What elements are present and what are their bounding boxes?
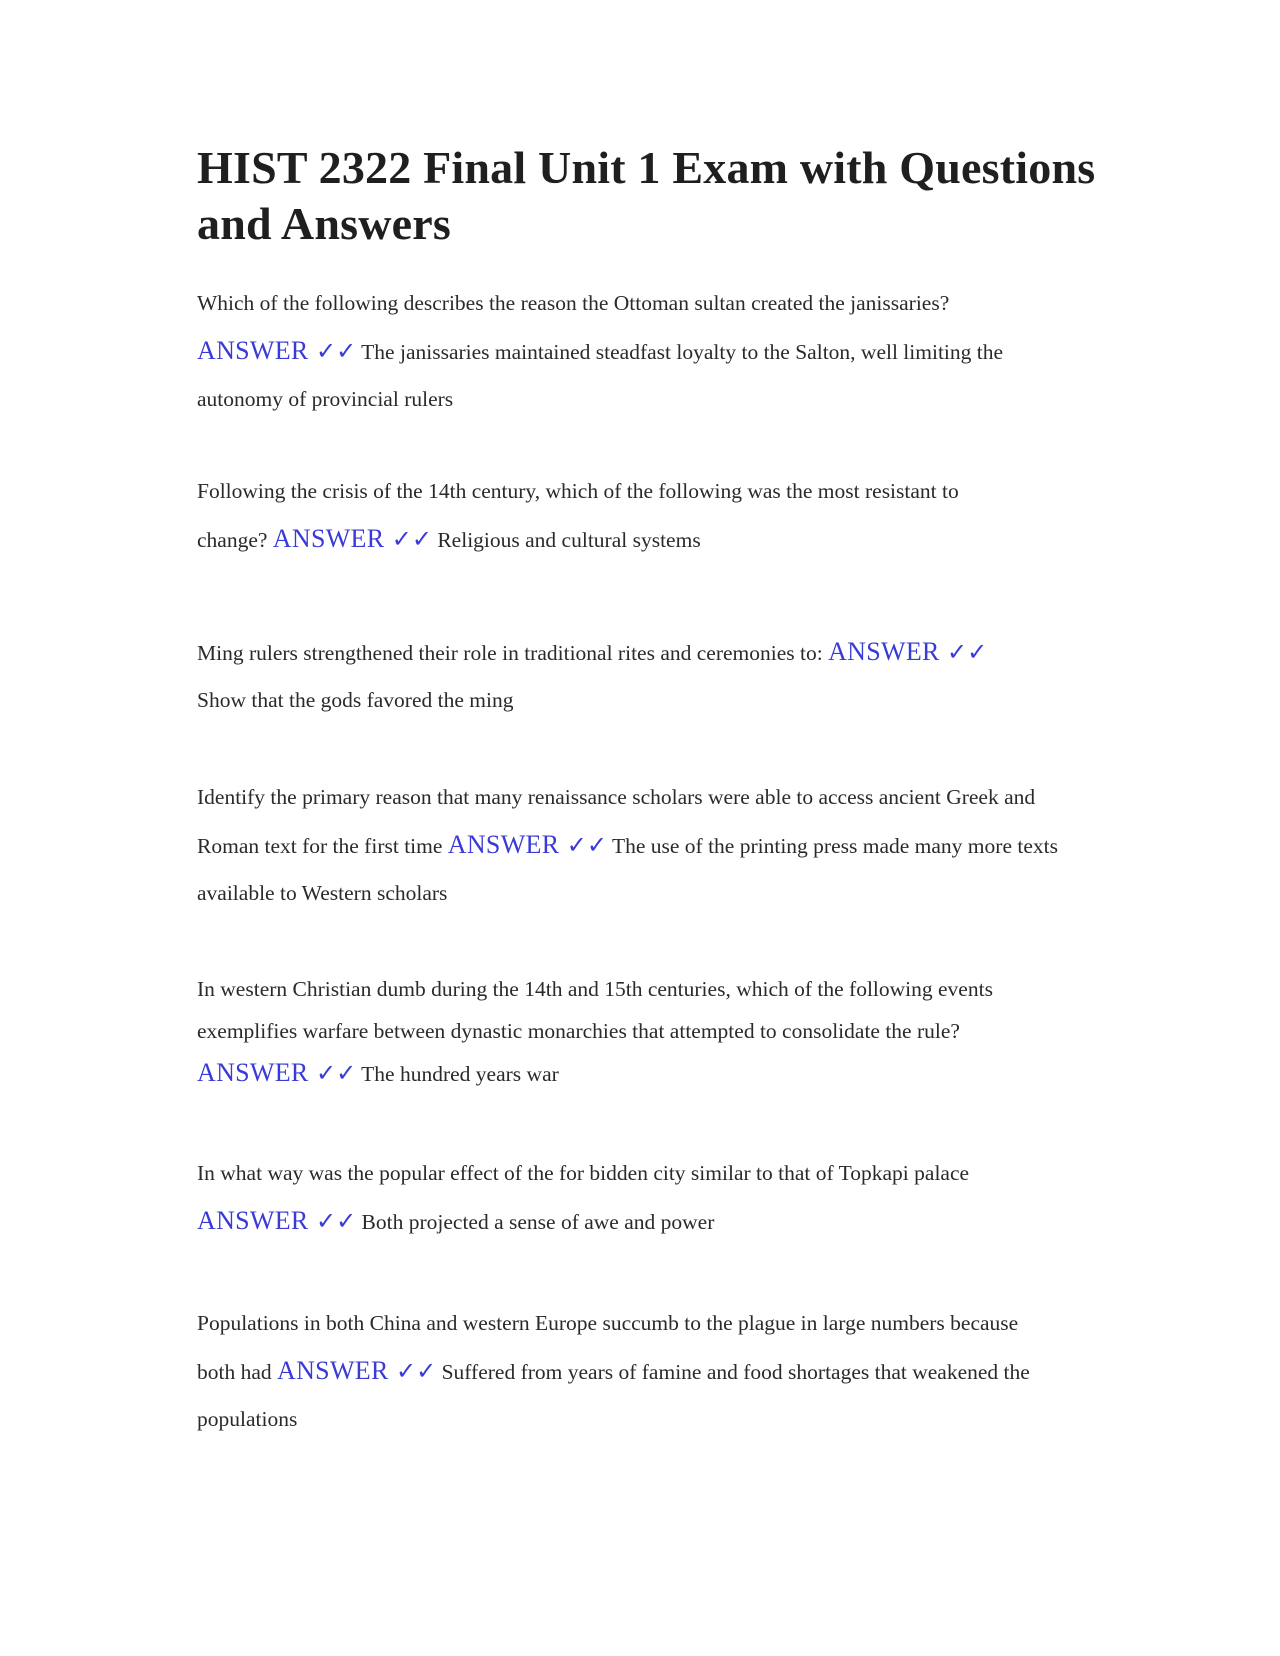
answer-text: Religious and cultural systems	[437, 528, 701, 552]
double-check-icon: ✓✓	[315, 337, 357, 365]
answer-label: ANSWER	[272, 524, 385, 553]
answer-label: ANSWER	[197, 336, 309, 365]
answer-label: ANSWER	[197, 1058, 309, 1087]
qa-item	[197, 280, 1047, 423]
answer-text: The janissaries maintained steadfast loyalty to the Salton, well limiting the autonomy of provincial rulers	[197, 340, 1004, 411]
double-check-icon: ✓✓	[947, 638, 988, 666]
double-check-icon: ✓✓	[566, 831, 607, 859]
double-check-icon: ✓✓	[315, 1207, 357, 1235]
answer-text: The use of the printing press made many more texts available to Western scholars	[197, 834, 1058, 905]
answer-label: ANSWER	[828, 637, 940, 666]
double-check-icon: ✓✓	[391, 525, 432, 553]
qa-item	[197, 1150, 1057, 1246]
question-text: In what way was the popular effect of the for bidden city similar to that of Topkapi palace	[197, 1161, 970, 1185]
answer-text: The hundred years war	[361, 1062, 559, 1086]
qa-item	[197, 774, 1067, 917]
qa-item	[197, 628, 1057, 724]
question-text: Populations in both China and western Europe succumb to the plague in large numbers because both had	[197, 1311, 1019, 1384]
answer-label: ANSWER	[277, 1356, 389, 1385]
document-page	[197, 140, 1097, 1431]
answer-text: Suffered from years of famine and food shortages that weakened the populations	[197, 1360, 1030, 1431]
document-title: HIST 2322 Final Unit 1 Exam with Questions and Answers	[197, 142, 1096, 249]
question-text: Which of the following describes the reason the Ottoman sultan created the janissaries?	[197, 291, 950, 315]
qa-item	[197, 1300, 1037, 1443]
qa-item	[197, 468, 1017, 564]
question-text: Identify the primary reason that many renaissance scholars were able to access ancient Greek and Roman text for the first time	[197, 785, 1036, 858]
answer-text: Both projected a sense of awe and power	[361, 1210, 715, 1234]
answer-label: ANSWER	[197, 1206, 309, 1235]
answer-text: Show that the gods favored the ming	[197, 688, 514, 712]
qa-item	[197, 968, 1057, 1095]
answer-label: ANSWER	[447, 830, 560, 859]
double-check-icon: ✓✓	[395, 1357, 437, 1385]
question-text: Ming rulers strengthened their role in traditional rites and ceremonies to:	[197, 641, 823, 665]
question-text: In western Christian dumb during the 14th and 15th centuries, which of the following events exemplifies warfare between dynastic monarchies that attempted to consolidate the rule?	[197, 977, 993, 1043]
double-check-icon: ✓✓	[315, 1059, 357, 1087]
question-text: Following the crisis of the 14th century, which of the following was the most resistant to change?	[197, 479, 959, 552]
